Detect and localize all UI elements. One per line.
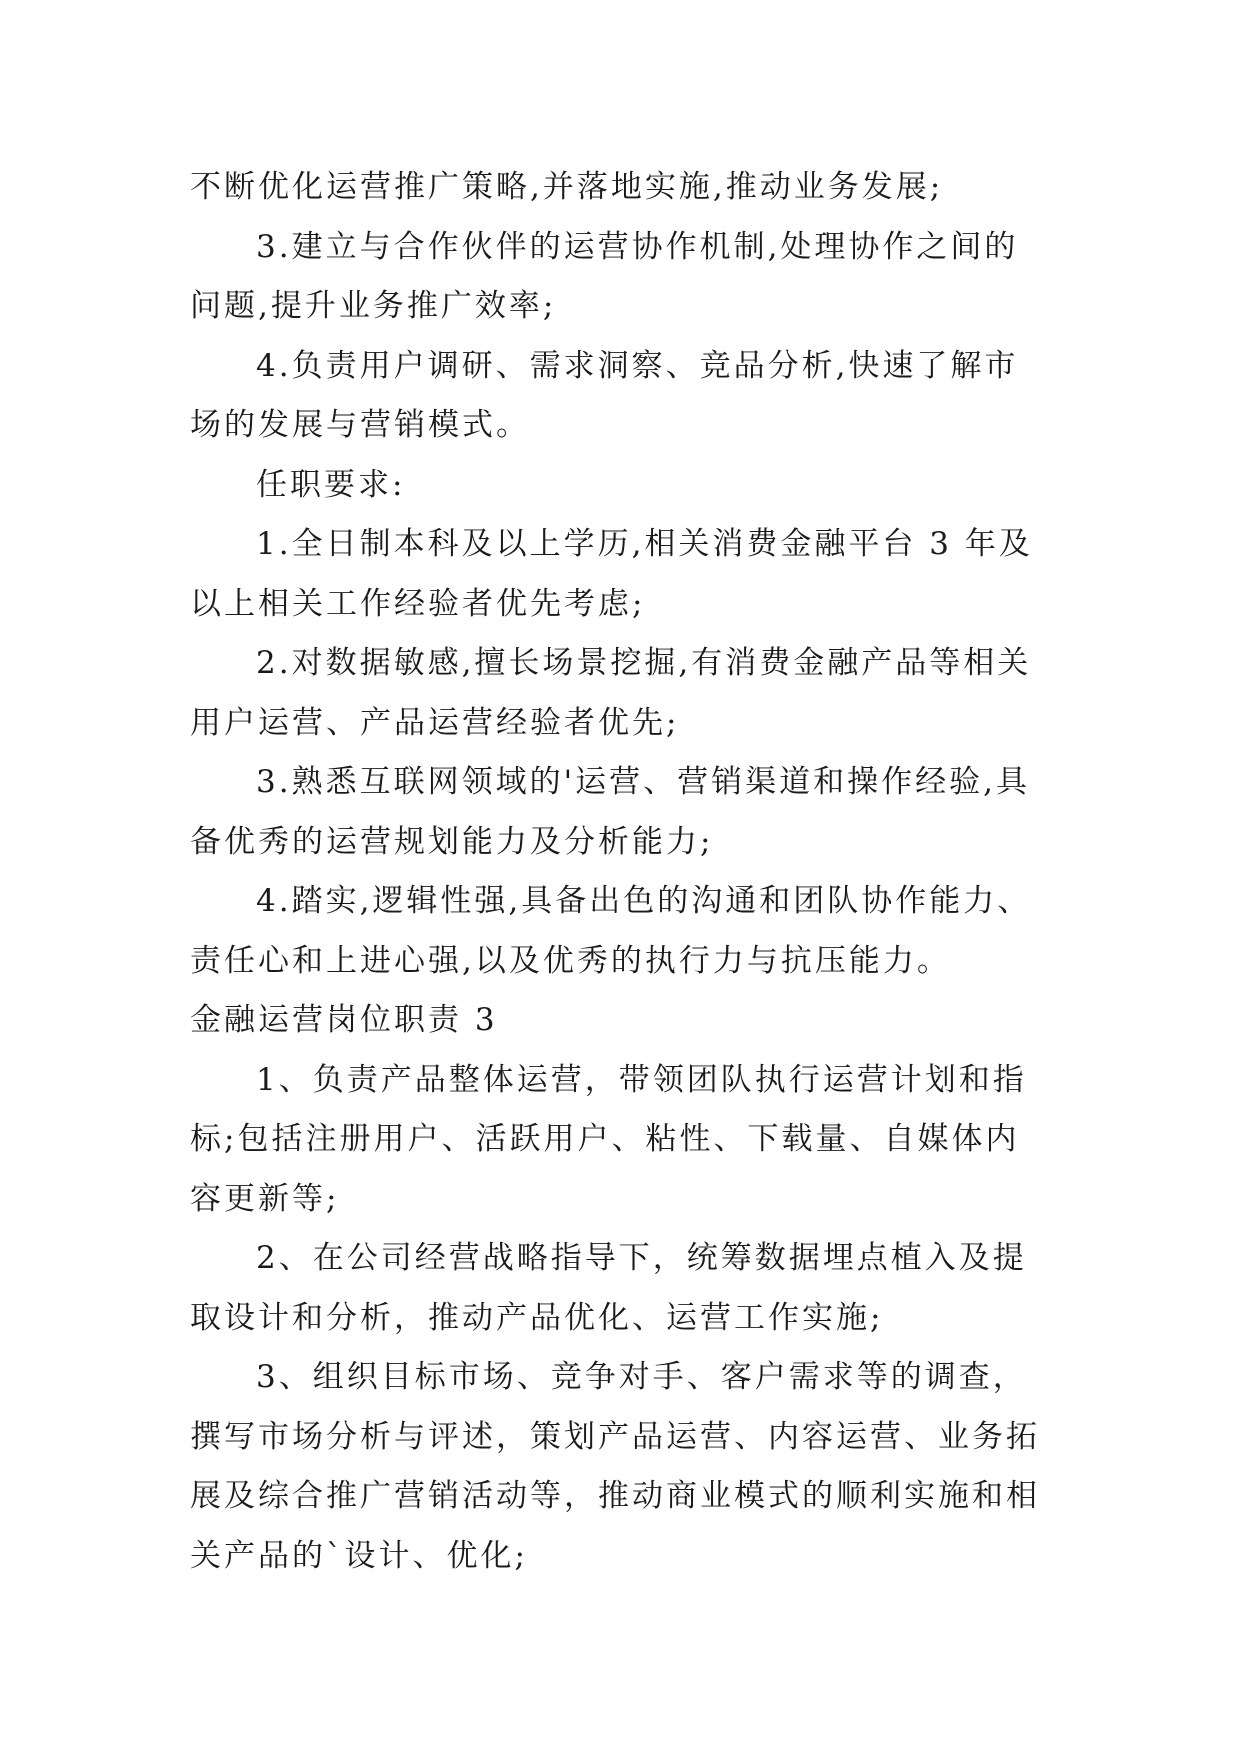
paragraph: 3.建立与合作伙伴的运营协作机制,处理协作之间的问题,提升业务推广效率; — [190, 228, 1019, 324]
paragraph: 3.熟悉互联网领域的'运营、营销渠道和操作经验,具备优秀的运营规划能力及分析能力; — [190, 764, 1030, 860]
document-body — [190, 158, 1050, 1586]
section-heading: 金融运营岗位职责 3 — [190, 1002, 498, 1038]
paragraph: 3、组织目标市场、竞争对手、客户需求等的调查，撰写市场分析与评述，策划产品运营、内容运营、业务拓展及综合推广营销活动等，推动商业模式的顺利实施和相关产品的`设计、优化; — [190, 1359, 1040, 1574]
paragraph: 不断优化运营推广策略,并落地实施,推动业务发展; — [190, 169, 944, 205]
paragraph: 1、负责产品整体运营，带领团队执行运营计划和指标;包括注册用户、活跃用户、粘性、下载量、自媒体内容更新等; — [190, 1061, 1027, 1217]
paragraph: 2.对数据敏感,擅长场景挖掘,有消费金融产品等相关用户运营、产品运营经验者优先; — [190, 645, 1032, 741]
paragraph: 2、在公司经营战略指导下，统筹数据埋点植入及提取设计和分析，推动产品优化、运营工作实施; — [190, 1240, 1027, 1336]
paragraph: 1.全日制本科及以上学历,相关消费金融平台 3 年及以上相关工作经验者优先考虑; — [190, 526, 1033, 622]
paragraph: 4.踏实,逻辑性强,具备出色的沟通和团队协作能力、责任心和上进心强,以及优秀的执行力与抗压能力。 — [190, 883, 1032, 979]
paragraph: 4.负责用户调研、需求洞察、竞品分析,快速了解市场的发展与营销模式。 — [190, 347, 1019, 443]
section-label: 任职要求: — [256, 466, 406, 503]
